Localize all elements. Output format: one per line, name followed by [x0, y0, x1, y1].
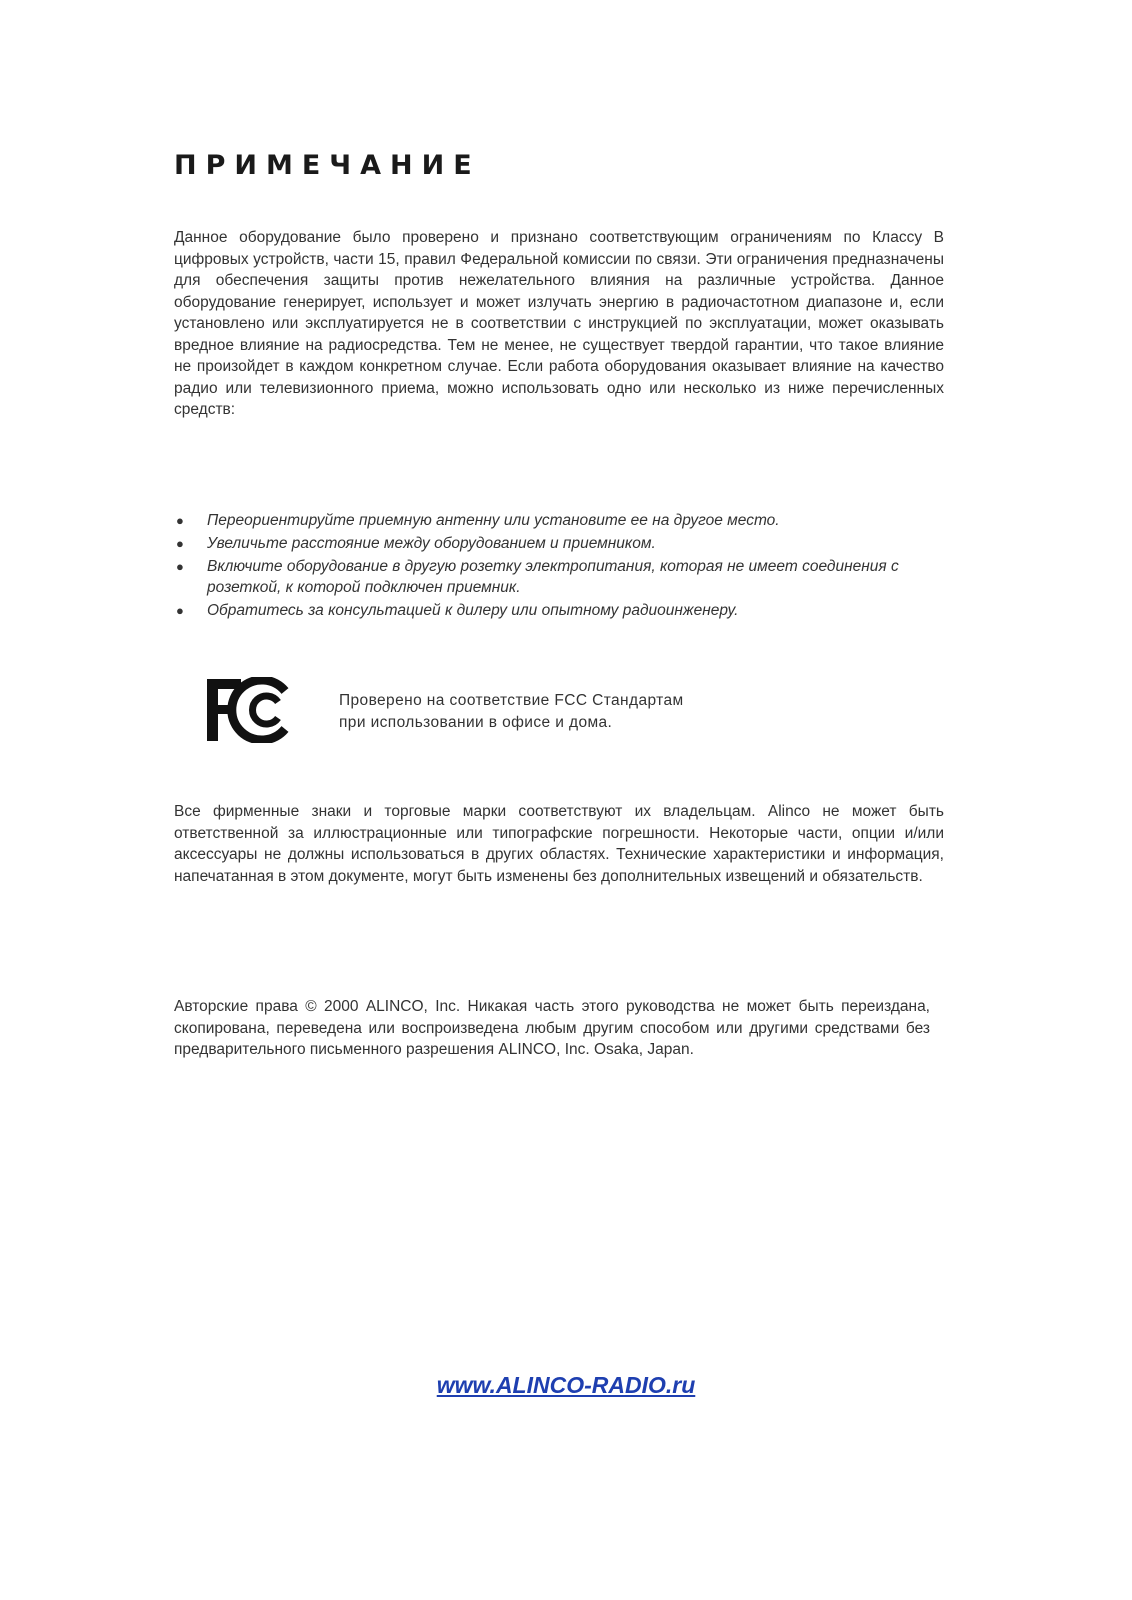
measure-text: Увеличьте расстояние между оборудованием и приемником.: [207, 535, 656, 552]
page-title: ПРИМЕЧАНИЕ: [174, 150, 481, 181]
fcc-line-2: при использовании в офисе и дома.: [339, 714, 613, 731]
fcc-notice-paragraph: Данное оборудование было проверено и признано соответствующим ограничениям по Классу В цифровых устройств, части 15, правил Федеральной комиссии по связи. Эти ограничения предназначены для обеспечения защиты против нежелательного влияния на различные устройства. Данное оборудование генерирует, использует и может излучать энергию в радиочастотном диапазоне и, если установлено или эксплуатируется не в соответствии с инструкцией по эксплуатации, может оказывать вредное влияние на радиосредства. Тем не менее, не существует твердой гарантии, что такое влияние не произойдет в каждом конкретном случае. Если работа оборудования оказывает влияние на качество радио или телевизионного приема, можно использовать одно или несколько из ниже перечисленных средств:: [174, 229, 944, 418]
measure-text: Включите оборудование в другую розетку электропитания, которая не имеет соединения с розеткой, к которой подключен приемник.: [207, 558, 899, 596]
measure-text: Обратитесь за консультацией к дилеру или опытному радиоинженеру.: [207, 602, 739, 619]
list-item: [172, 510, 962, 531]
fcc-compliance-note: [339, 690, 684, 734]
measure-text: Переориентируйте приемную антенну или установите ее на другое место.: [207, 512, 780, 529]
list-item: [172, 533, 962, 554]
bullet-icon: ●: [176, 513, 184, 528]
measures-list: [172, 510, 962, 623]
website-link[interactable]: www.ALINCO-RADIO.ru: [436, 1372, 696, 1398]
trademarks-paragraph: Все фирменные знаки и торговые марки соответствуют их владельцам. Alinco не может быть ответственной за иллюстрационные или типографские погрешности. Некоторые части, опции и/или аксессуары не должны использоваться в других областях. Технические характеристики и информация, напечатанная в этом документе, могут быть изменены без дополнительных извещений и обязательств.: [174, 803, 944, 885]
bullet-icon: ●: [176, 603, 184, 618]
fcc-line-1: Проверено на соответствие FCC Стандартам: [339, 692, 684, 709]
copyright-paragraph: Авторские права © 2000 ALINCO, Inc. Никакая часть этого руководства не может быть переиздана, скопирована, переведена или воспроизведена любым другим способом или другими средствами без предварительного письменного разрешения ALINCO, Inc. Osaka, Japan.: [174, 998, 930, 1058]
list-item: [172, 600, 962, 621]
fcc-logo-icon: [207, 677, 297, 743]
bullet-icon: ●: [176, 536, 184, 551]
bullet-icon: ●: [176, 559, 184, 574]
list-item: [172, 556, 962, 598]
